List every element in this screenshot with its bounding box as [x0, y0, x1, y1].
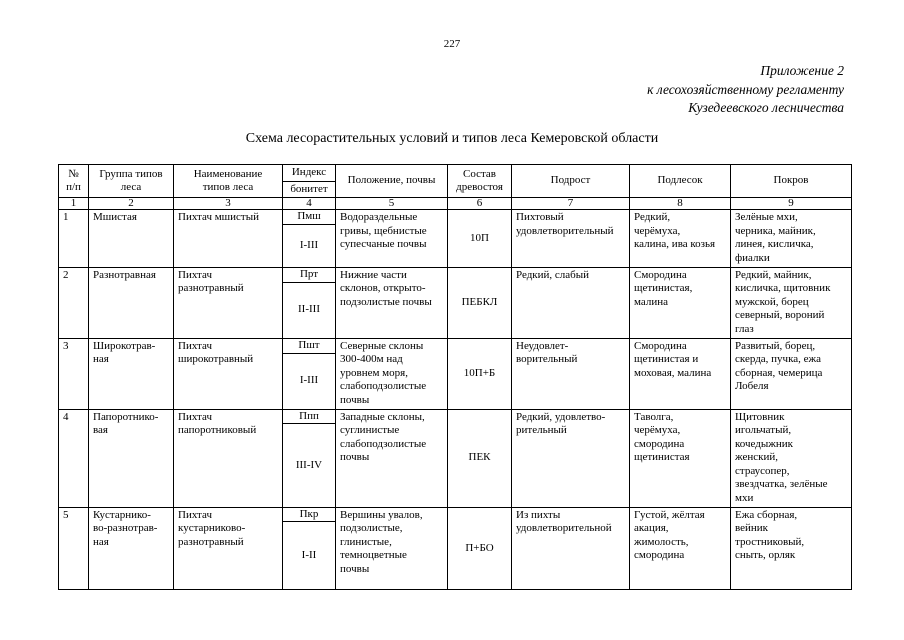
- appendix-line-3: Кузедеевского лесничества: [688, 100, 844, 115]
- cell-index: Пшт: [283, 338, 336, 353]
- cell-name: Пихтач широкотравный: [174, 338, 283, 409]
- cell-undergrowth: Редкий, слабый: [512, 267, 630, 338]
- cell-group: Широкотрав- ная: [89, 338, 174, 409]
- cell-name: Пихтач папоротниковый: [174, 409, 283, 507]
- header-composition: Состав древостоя: [448, 165, 512, 198]
- table-row: [59, 210, 852, 225]
- cell-name: Пихтач кустарниково- разнотравный: [174, 507, 283, 590]
- cell-undergrowth: Из пихты удовлетворительной: [512, 507, 630, 590]
- cell-index: Прт: [283, 267, 336, 282]
- cell-cover: Щитовник игольчатый, кочедыжник женский, страусопер, звездчатка, зелёные мхи: [731, 409, 852, 507]
- column-number-6: 6: [448, 198, 512, 210]
- forest-types-table: [58, 164, 852, 590]
- table-row: [59, 507, 852, 522]
- cell-position: Водораздельные гривы, щебнистые супесчаные почвы: [336, 210, 448, 267]
- cell-group: Папоротнико- вая: [89, 409, 174, 507]
- cell-num: 3: [59, 338, 89, 409]
- cell-name: Пихтач разнотравный: [174, 267, 283, 338]
- appendix-line-2: к лесохозяйственному регламенту: [647, 81, 844, 97]
- cell-composition: 10П+Б: [448, 338, 512, 409]
- cell-underbrush: Таволга, черёмуха, смородина щетинистая: [630, 409, 731, 507]
- column-number-1: 1: [59, 198, 89, 210]
- column-number-7: 7: [512, 198, 630, 210]
- cell-index: Пкр: [283, 507, 336, 522]
- header-position: Положение, почвы: [336, 165, 448, 198]
- cell-cover: Ежа сборная, вейник тростниковый, сныть, орляк: [731, 507, 852, 590]
- table-row: [59, 267, 852, 282]
- header-num: № п/п: [59, 165, 89, 198]
- cell-bonitet: II-III: [283, 282, 336, 338]
- column-number-8: 8: [630, 198, 731, 210]
- header-cover: Покров: [731, 165, 852, 198]
- document-title: Схема лесорастительных условий и типов леса Кемеровской области: [245, 131, 659, 146]
- column-number-2: 2: [89, 198, 174, 210]
- column-number-row: [59, 198, 852, 210]
- cell-num: 5: [59, 507, 89, 590]
- cell-position: Западные склоны, суглинистые слабоподзолистые почвы: [336, 409, 448, 507]
- cell-position: Северные склоны 300-400м над уровнем моря, слабоподзолистые почвы: [336, 338, 448, 409]
- cell-num: 2: [59, 267, 89, 338]
- cell-cover: Зелёные мхи, черника, майник, линея, кисличка, фиалки: [731, 210, 852, 267]
- cell-group: Кустарнико- во-разнотрав- ная: [89, 507, 174, 590]
- cell-bonitet: I-III: [283, 224, 336, 267]
- column-number-9: 9: [731, 198, 852, 210]
- cell-cover: Развитый, борец, скерда, пучка, ежа сборная, чемерица Лобеля: [731, 338, 852, 409]
- cell-underbrush: Густой, жёлтая акация, жимолость, смородина: [630, 507, 731, 590]
- column-number-4: 4: [283, 198, 336, 210]
- cell-composition: П+БО: [448, 507, 512, 590]
- cell-cover: Редкий, майник, кисличка, щитовник мужской, борец северный, вороний глаз: [731, 267, 852, 338]
- cell-index: Пмш: [283, 210, 336, 225]
- appendix-caption: [647, 62, 844, 118]
- cell-underbrush: Редкий, черёмуха, калина, ива козья: [630, 210, 731, 267]
- table-body: [59, 210, 852, 590]
- header-index: Индекс: [283, 165, 336, 182]
- cell-num: 4: [59, 409, 89, 507]
- appendix-line-1: Приложение 2: [760, 63, 844, 78]
- cell-bonitet: I-II: [283, 522, 336, 590]
- cell-num: 1: [59, 210, 89, 267]
- cell-bonitet: III-IV: [283, 424, 336, 507]
- cell-underbrush: Смородина щетинистая, малина: [630, 267, 731, 338]
- cell-position: Нижние части склонов, открыто- подзолистые почвы: [336, 267, 448, 338]
- cell-bonitet: I-III: [283, 353, 336, 409]
- page-number: 227: [443, 38, 461, 50]
- column-number-5: 5: [336, 198, 448, 210]
- cell-undergrowth: Неудовлет- ворительный: [512, 338, 630, 409]
- cell-position: Вершины увалов, подзолистые, глинистые, темноцветные почвы: [336, 507, 448, 590]
- cell-group: Разнотравная: [89, 267, 174, 338]
- cell-undergrowth: Пихтовый удовлетворительный: [512, 210, 630, 267]
- cell-underbrush: Смородина щетинистая и моховая, малина: [630, 338, 731, 409]
- cell-composition: ПЕК: [448, 409, 512, 507]
- cell-composition: 10П: [448, 210, 512, 267]
- header-bonitet: бонитет: [283, 181, 336, 198]
- header-undergrowth: Подрост: [512, 165, 630, 198]
- header-group: Группа типов леса: [89, 165, 174, 198]
- cell-undergrowth: Редкий, удовлетво- рительный: [512, 409, 630, 507]
- header-name: Наименование типов леса: [174, 165, 283, 198]
- cell-group: Мшистая: [89, 210, 174, 267]
- table-row: [59, 409, 852, 424]
- header-underbrush: Подлесок: [630, 165, 731, 198]
- cell-index: Ппп: [283, 409, 336, 424]
- cell-name: Пихтач мшистый: [174, 210, 283, 267]
- column-number-3: 3: [174, 198, 283, 210]
- cell-composition: ПЕБКЛ: [448, 267, 512, 338]
- table-row: [59, 338, 852, 353]
